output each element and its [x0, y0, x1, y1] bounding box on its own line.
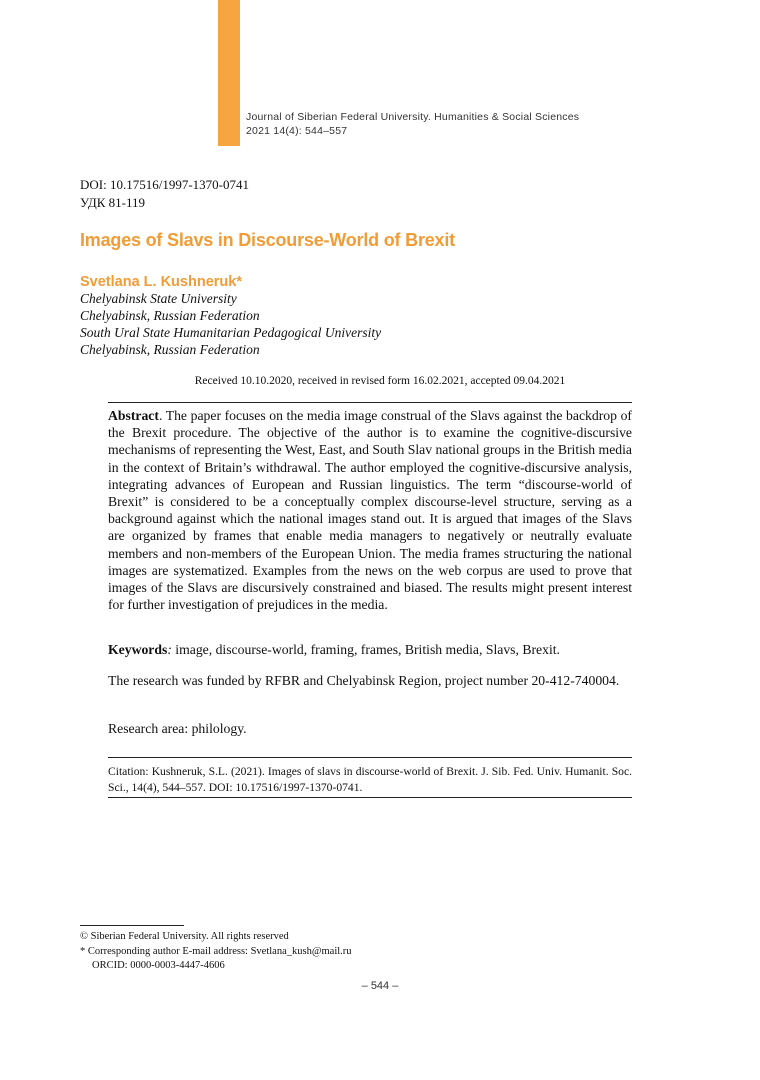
received-dates: Received 10.10.2020, received in revised form 16.02.2021, accepted 09.04.2021 [194, 375, 566, 387]
journal-info [246, 110, 579, 138]
footnotes [80, 930, 352, 974]
journal-issue: 2021 14(4): 544–557 [246, 125, 348, 137]
citation: Citation: Kushneruk, S.L. (2021). Images of slavs in discourse-world of Brexit. J. Sib. Fed. Univ. Humanit. Soc. Sci., 14(4), 544–557. DOI: 10.17516/1997-1370-0741. [108, 765, 632, 794]
abstract-text: . The paper focuses on the media image construal of the Slavs against the backdrop of the Brexit procedure. The objective of the author is to examine the cognitive-discursive mechanisms of representing the West, East, and South Slav national groups in the British media in the context of Britain’s withdrawal. The author employed the cognitive-discursive analysis, integrating advances of European and Russian linguistics. The term “discourse-world of Brexit” is considered to be a conceptually complex discourse-level structure, serving as a background against which the national images stand out. It is argued that images of the Slavs are organized by frames that enable media managers to negatively or neutrally evaluate members and non-members of the European Union. The media frames structuring the national images are systematized. Examples from the news on the web corpus are used to prove that images of the Slavs are discursively constrained and biased. The results might present interest for further investigation of prejudices in the media. [108, 408, 633, 613]
keywords-label: Keywords [108, 642, 168, 657]
orcid-note: ORCID: 0000-0003-4447-4606 [92, 960, 225, 971]
abstract [108, 407, 632, 613]
journal-name: Journal of Siberian Federal University. Humanities & Social Sciences [246, 111, 580, 123]
author-name: Svetlana L. Kushneruk* [80, 274, 242, 290]
affiliation-line: South Ural State Humanitarian Pedagogical University [80, 325, 382, 340]
abstract-label: Abstract [108, 408, 159, 423]
citation-bottom-rule [108, 797, 632, 798]
affiliation-line: Chelyabinsk, Russian Federation [80, 308, 260, 323]
page-number: – 544 – [361, 980, 399, 992]
header-accent-bar [218, 0, 240, 146]
research-area: Research area: philology. [108, 721, 247, 736]
keywords [108, 641, 632, 658]
funding-note: The research was funded by RFBR and Chelyabinsk Region, project number 20-412-740004. [108, 673, 620, 688]
udk: УДК 81-119 [80, 195, 146, 210]
affiliation-line: Chelyabinsk, Russian Federation [80, 342, 260, 357]
identifiers [80, 176, 249, 212]
citation-top-rule [108, 757, 632, 758]
affiliation-line: Chelyabinsk State University [80, 291, 237, 306]
article-title: Images of Slavs in Discourse-World of Brexit [80, 230, 455, 250]
footnote-rule [80, 925, 184, 926]
corresponding-author-note: * Corresponding author E-mail address: Svetlana_kush@mail.ru [80, 945, 352, 957]
copyright-note: © Siberian Federal University. All rights reserved [80, 931, 289, 942]
affiliations [80, 290, 381, 358]
doi: DOI: 10.17516/1997-1370-0741 [80, 177, 249, 192]
abstract-top-rule [108, 402, 632, 403]
keywords-text: image, discourse-world, framing, frames, British media, Slavs, Brexit. [171, 642, 560, 657]
keywords-separator: : [167, 642, 172, 657]
